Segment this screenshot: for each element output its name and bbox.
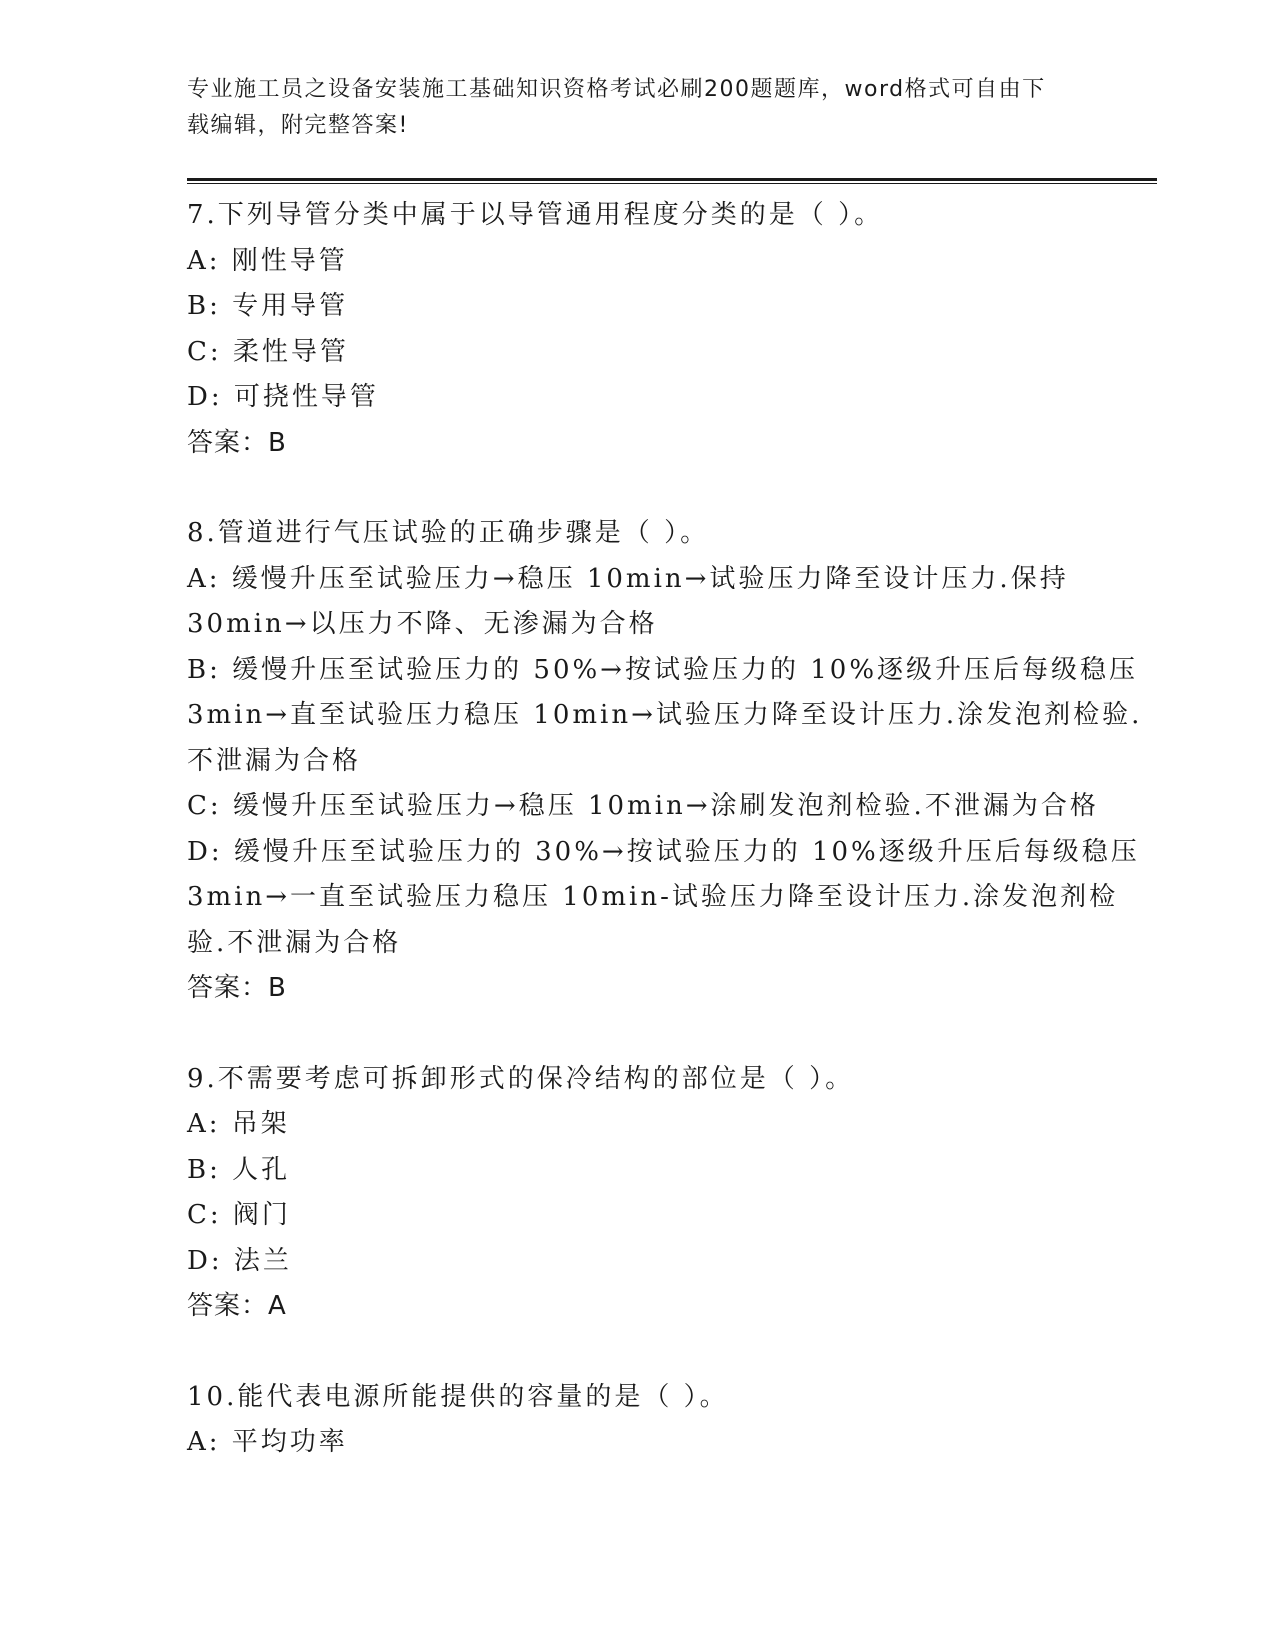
option-a: A: 刚性导管 [187, 245, 348, 276]
option-b: B: 专用导管 [187, 291, 349, 321]
option-a: A: 吊架 [187, 1109, 290, 1139]
option-b: B: 缓慢升压至试验压力的 50%→按试验压力的 10%逐级升压后每级稳压 3min→直至试验压力稳压 10min→试验压力降至设计压力.涂发泡剂检验.不泄漏为合格 [187, 654, 1143, 776]
document-header-title: 专业施工员之设备安装施工基础知识资格考试必刷200题题库，word格式可自由下载编辑，附完整答案! [187, 77, 1046, 138]
option-b: B: 人孔 [187, 1154, 291, 1185]
answer-label: 答案：B [187, 427, 287, 458]
option-c: C: 柔性导管 [187, 336, 349, 367]
option-d: D: 可挠性导管 [187, 382, 379, 412]
document-page [187, 72, 1157, 1466]
question-8 [187, 511, 1157, 1012]
question-list [187, 193, 1157, 1466]
question-7 [187, 193, 1157, 466]
option-c: C: 缓慢升压至试验压力→稳压 10min→涂刷发泡剂检验.不泄漏为合格 [187, 791, 1099, 821]
question-stem: 8.管道进行气压试验的正确步骤是（ ）。 [187, 518, 710, 548]
question-stem: 10.能代表电源所能提供的容量的是（ ）。 [187, 1381, 729, 1412]
header-divider-thick [187, 178, 1157, 181]
option-a: A: 缓慢升压至试验压力→稳压 10min→试验压力降至设计压力.保持 30min→以压力不降、无渗漏为合格 [187, 563, 1069, 639]
answer-label: 答案：A [187, 1291, 287, 1321]
question-stem: 7.下列导管分类中属于以导管通用程度分类的是（ ）。 [187, 200, 884, 230]
question-9 [187, 1057, 1157, 1330]
option-c: C: 阀门 [187, 1200, 291, 1230]
question-stem: 9.不需要考虑可拆卸形式的保冷结构的部位是（ ）。 [187, 1063, 855, 1094]
question-10 [187, 1375, 1157, 1466]
header-divider-thin [187, 183, 1157, 184]
option-d: D: 缓慢升压至试验压力的 30%→按试验压力的 10%逐级升压后每级稳压 3min→一直至试验压力稳压 10min-试验压力降至设计压力.涂发泡剂检验.不泄漏为合格 [187, 836, 1140, 958]
option-a: A: 平均功率 [187, 1427, 348, 1457]
header-divider [187, 178, 1157, 184]
answer-label: 答案：B [187, 973, 287, 1003]
option-d: D: 法兰 [187, 1245, 292, 1276]
